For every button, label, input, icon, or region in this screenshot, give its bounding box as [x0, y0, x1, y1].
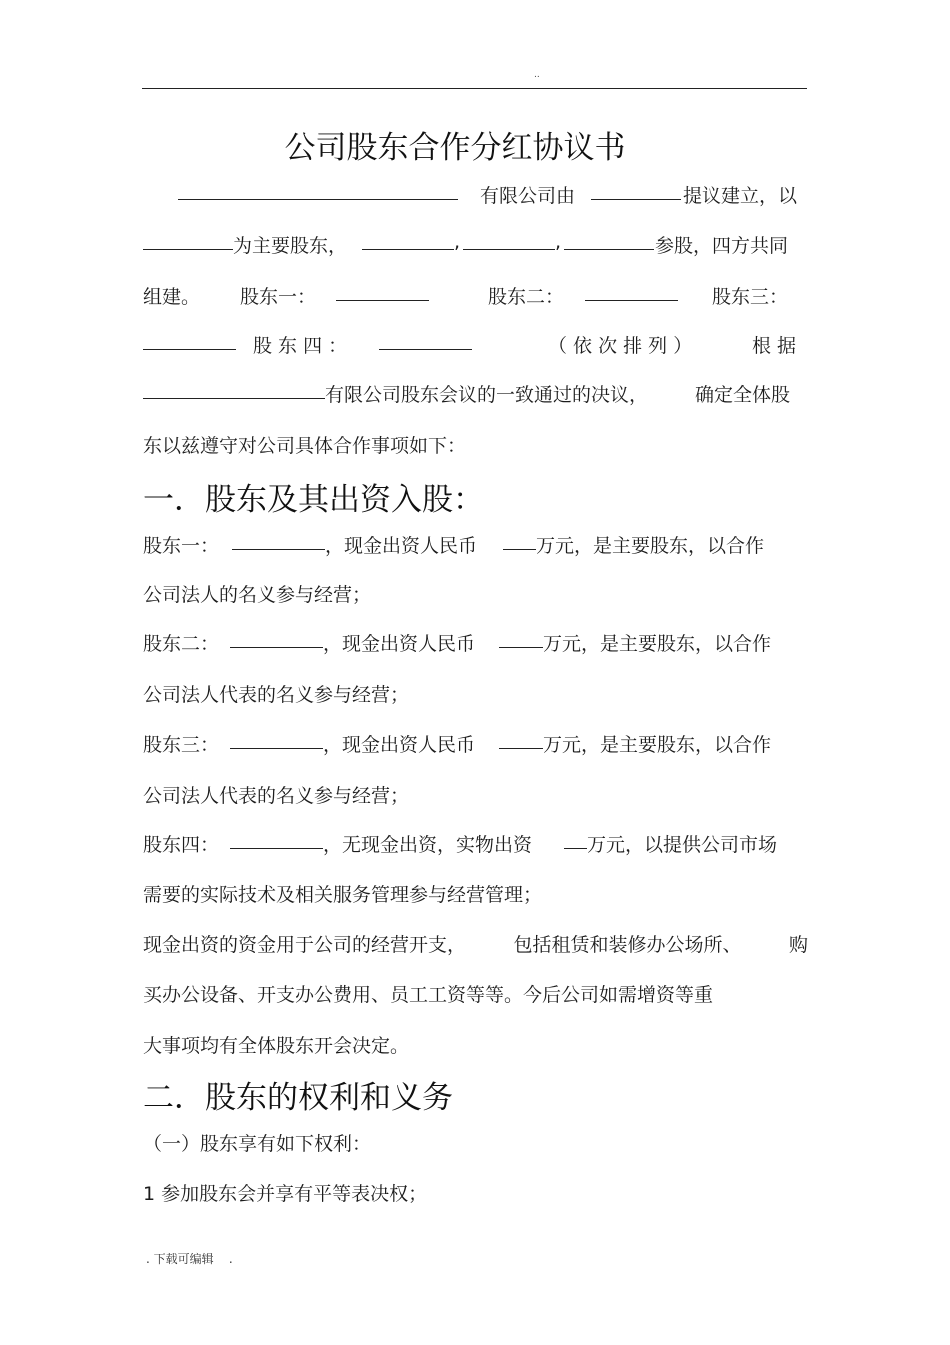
- blank-amount-2: [499, 629, 543, 648]
- blank-amount-1: [503, 531, 536, 550]
- blank-shareholder-1: [336, 282, 429, 301]
- blank-amount-4: [564, 830, 587, 849]
- blank-shareholder-3: [143, 331, 236, 350]
- intro-text: 根 据: [752, 335, 797, 357]
- blank-shareholder-3-name: [230, 730, 323, 749]
- shareholder-2-label: 股东二：: [488, 286, 565, 308]
- blank-shareholder-1-name: [232, 531, 325, 550]
- intro-text: 有限公司股东会议的一致通过的决议，: [325, 384, 649, 406]
- section-heading: 一．股东及其出资入股：: [143, 482, 484, 518]
- intro-line-6: 东以兹遵守对公司具体合作事项如下：: [143, 435, 467, 457]
- intro-text: 为主要股东，: [233, 235, 348, 257]
- shareholder-2-line-2: 公司法人代表的名义参与经营；: [143, 684, 410, 706]
- header-rule: [142, 88, 807, 89]
- intro-text: 确定全体股: [695, 384, 791, 406]
- shareholder-1-line-2: 公司法人的名义参与经营；: [143, 584, 372, 606]
- blank-shareholder-4-name: [230, 830, 323, 849]
- rights-item-1: 1 参加股东会并享有平等表决权；: [143, 1183, 428, 1205]
- shareholder-1-label: 股东一：: [240, 286, 317, 308]
- funding-paragraph-line-2: 买办公设备、开支办公费用、员工工资等等。今后公司如需增资等重: [143, 984, 714, 1006]
- blank-company-name: [178, 181, 458, 200]
- blank-proposer: [591, 181, 681, 200]
- intro-text: （ 依 次 排 列 ）: [548, 335, 693, 357]
- intro-text: 参股，四方共同: [655, 235, 789, 257]
- shareholder-3-label: 股东三：: [712, 286, 789, 308]
- funding-paragraph-line-3: 大事项均有全体股东开会决定。: [143, 1035, 410, 1057]
- intro-text: 提议建立，以: [683, 185, 798, 207]
- subsection-heading: （一）股东享有如下权利：: [143, 1133, 372, 1155]
- shareholder-4-label: 股 东 四 ：: [253, 335, 348, 357]
- blank-amount-3: [499, 730, 543, 749]
- intro-text: 组建。: [143, 286, 201, 308]
- blank-shareholder-b: [362, 231, 454, 250]
- funding-paragraph-line-1: 现金出资的资金用于公司的经营开支， 包括租赁和装修办公场所、 购: [143, 934, 808, 956]
- blank-shareholder-2: [585, 282, 678, 301]
- document-page: .. 公司股东合作分红协议书 有限公司由 提议建立，以 为主要股东， , , 参股，四方共同 组建。 股东一： 股东二： 股东三： 股 东 四 ： （ 依 次 排 列 ） 根 据 有限公司股东会议的一致通过的决议， 确定全体股 东以兹遵守对公司具体合作事项如下： 一．股东及其出资入股： 股东一： ，现金出资人民币 万元，是主要股东，以合作 公司法人的名义参与经营； 股东二： ，现金出资人民币 万元，是主要股东，以合作 公司法人代表的名义参与经营； 股东三： ，现金出资人民币 万元，是主要股东，以合作 公司法人代表的名义参与经营； 股东四： ，无现金出资，实物出资 万元，以提供公司市场 需要的实际技术及相关服务管理参与经营管理； 现金出资的资金用于公司的经营开支， 包括租赁和装修办公场所、 购 买办公设备、开支办公费用、员工工资等等。今后公司如需增资等重 大事项均有全体股东开会决定。 二．股东的权利和义务 （一）股东享有如下权利： 1 参加股东会并享有平等表决权； . 下载可编辑 .: [0, 0, 950, 1345]
- header-mark: ..: [534, 70, 540, 80]
- section-heading: 二．股东的权利和义务: [143, 1080, 453, 1116]
- document-title: 公司股东合作分红协议书: [284, 130, 626, 166]
- footer-note: . 下载可编辑 .: [146, 1252, 233, 1266]
- shareholder-3-line-2: 公司法人代表的名义参与经营；: [143, 785, 410, 807]
- blank-shareholder-2-name: [230, 629, 323, 648]
- intro-text: 有限公司由: [480, 185, 576, 207]
- blank-shareholder-c: [463, 231, 555, 250]
- blank-shareholder-d: [564, 231, 654, 250]
- blank-main-shareholder: [143, 231, 233, 250]
- blank-shareholder-4: [379, 331, 472, 350]
- shareholder-4-line-2: 需要的实际技术及相关服务管理参与经营管理；: [143, 884, 543, 906]
- blank-company-meeting: [143, 380, 325, 399]
